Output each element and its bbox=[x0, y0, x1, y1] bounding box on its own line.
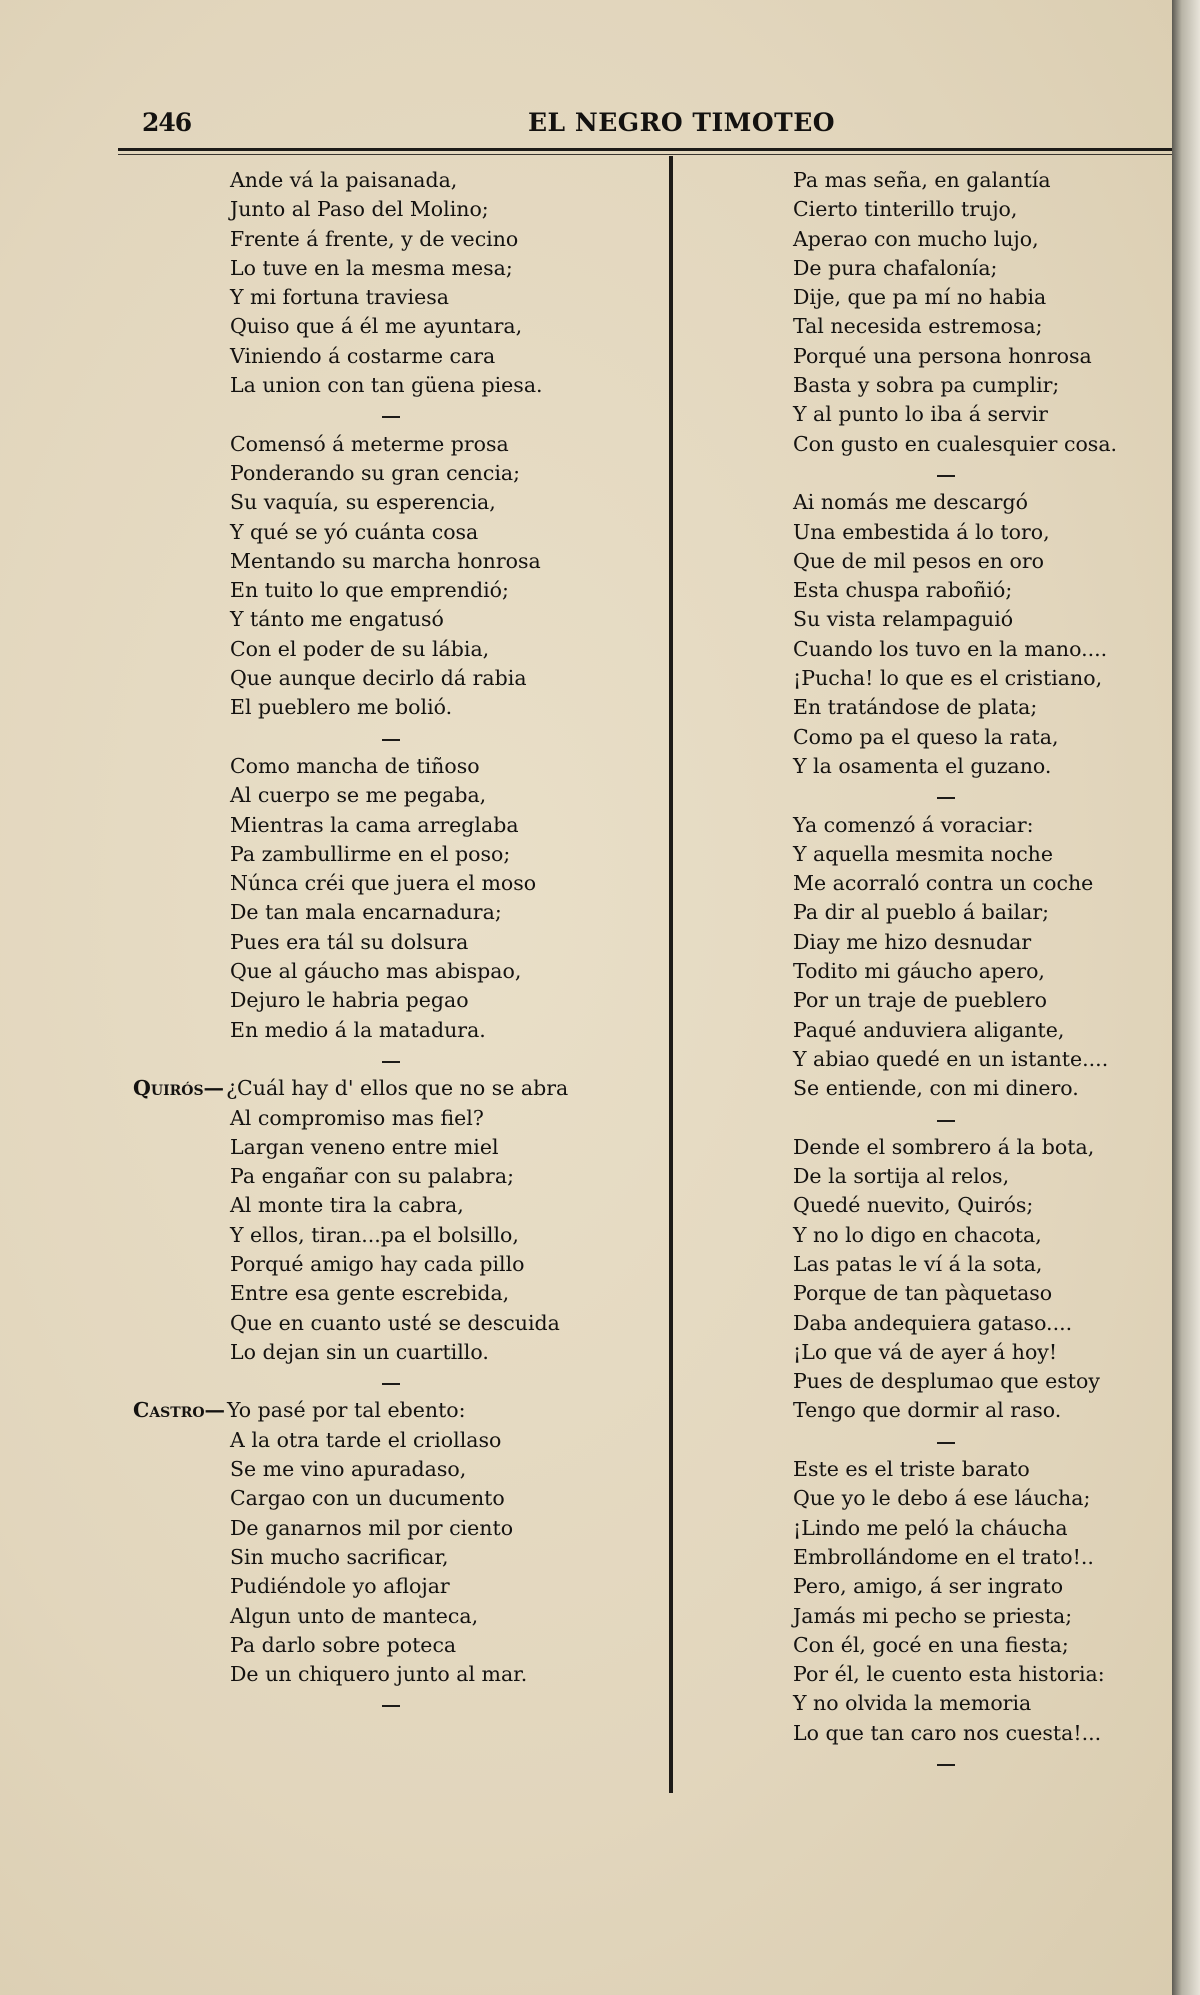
verse-line: Me acorraló contra un coche bbox=[793, 871, 1094, 896]
verse-line: Pudiéndole yo aflojar bbox=[230, 1574, 450, 1599]
verse-line: Largan veneno entre miel bbox=[230, 1134, 499, 1159]
stanza bbox=[793, 166, 1163, 488]
verse-line: Que yo le debo á ese láucha; bbox=[793, 1486, 1091, 1511]
stanza bbox=[230, 166, 660, 430]
verse-line: Y tánto me engatusó bbox=[230, 607, 444, 632]
verse-line: Dende el sombrero á la bota, bbox=[793, 1134, 1095, 1159]
verse-line: Y mi fortuna traviesa bbox=[230, 285, 449, 310]
verse-line: Y no olvida la memoria bbox=[793, 1691, 1032, 1716]
verse-line: Lo tuve en la mesma mesa; bbox=[230, 255, 513, 280]
stanza bbox=[230, 752, 660, 1074]
verse-line: Daba andequiera gataso.... bbox=[793, 1310, 1073, 1335]
verse-line: Aperao con mucho lujo, bbox=[793, 226, 1039, 251]
verse-text: Yo pasé por tal ebento: bbox=[227, 1398, 466, 1423]
verse-line: Ande vá la paisanada, bbox=[230, 168, 458, 192]
verse-line: Una embestida á lo toro, bbox=[793, 519, 1050, 544]
verse-line bbox=[133, 1074, 660, 1103]
stanza bbox=[133, 1396, 660, 1718]
stanza-separator bbox=[230, 400, 660, 429]
stanza-separator bbox=[793, 1748, 1163, 1777]
stanza bbox=[793, 1133, 1163, 1455]
verse-line: Pa zambullirme en el poso; bbox=[230, 841, 511, 866]
verse-line: Las patas le ví á la sota, bbox=[793, 1251, 1043, 1276]
verse-line: Que al gáucho mas abispao, bbox=[230, 959, 522, 984]
verse-line: Basta y sobra pa cumplir; bbox=[793, 373, 1060, 398]
verse-line: Y qué se yó cuánta cosa bbox=[230, 519, 479, 544]
verse-line: Junto al Paso del Molino; bbox=[230, 197, 489, 222]
verse-line: Pa engañar con su palabra; bbox=[230, 1164, 514, 1189]
verse-line: Algun unto de manteca, bbox=[230, 1603, 479, 1628]
verse-line: Y no lo digo en chacota, bbox=[793, 1222, 1042, 1247]
verse-line: Viniendo á costarme cara bbox=[230, 343, 496, 368]
verse-line: En medio á la matadura. bbox=[230, 1017, 486, 1042]
speaker-name: Quirós— bbox=[133, 1076, 225, 1101]
left-column bbox=[133, 166, 660, 1719]
verse-line: Con gusto en cualesquier cosa. bbox=[793, 431, 1118, 456]
verse-line: Al compromiso mas fiel? bbox=[230, 1105, 484, 1130]
verse-line: Que aunque decirlo dá rabia bbox=[230, 666, 527, 691]
verse-line: Ponderando su gran cencia; bbox=[230, 460, 521, 485]
stanza-separator bbox=[793, 781, 1163, 810]
verse-line: Todito mi gáucho apero, bbox=[793, 959, 1045, 984]
verse-line: Mentando su marcha honrosa bbox=[230, 548, 541, 573]
verse-line: Paqué anduviera aligante, bbox=[793, 1017, 1065, 1042]
verse-line: Cargao con un ducumento bbox=[230, 1486, 505, 1511]
verse-line: Por un traje de pueblero bbox=[793, 988, 1047, 1013]
verse-line: Dejuro le habria pegao bbox=[230, 988, 469, 1013]
verse-line: Y ellos, tiran...pa el bolsillo, bbox=[230, 1222, 519, 1247]
verse-line: ¡Lindo me peló la cháucha bbox=[793, 1515, 1068, 1540]
verse-line: Como mancha de tiñoso bbox=[230, 753, 480, 778]
verse-line: De un chiquero junto al mar. bbox=[230, 1662, 528, 1687]
verse-line: Pues de desplumao que estoy bbox=[793, 1369, 1100, 1394]
verse-line bbox=[133, 1396, 660, 1425]
verse-line: Sin mucho sacrificar, bbox=[230, 1544, 449, 1569]
verse-line: Núnca créi que juera el moso bbox=[230, 871, 537, 896]
page-header bbox=[142, 104, 1172, 144]
page-number: 246 bbox=[142, 108, 192, 137]
verse-line: La union con tan güena piesa. bbox=[230, 373, 543, 398]
header-rule bbox=[118, 148, 1172, 151]
verse-line: Pa darlo sobre poteca bbox=[230, 1632, 457, 1657]
verse-line: Mientras la cama arreglaba bbox=[230, 812, 519, 837]
verse-line: De tan mala encarnadura; bbox=[230, 900, 502, 925]
verse-line: Se me vino apuradaso, bbox=[230, 1457, 467, 1482]
verse-line: Quiso que á él me ayuntara, bbox=[230, 314, 523, 339]
verse-line: Que de mil pesos en oro bbox=[793, 548, 1044, 573]
verse-line: De ganarnos mil por ciento bbox=[230, 1515, 514, 1540]
verse-line: Ya comenzó á voraciar: bbox=[793, 812, 1034, 837]
verse-line: Porque de tan pàquetaso bbox=[793, 1281, 1053, 1306]
verse-line: Se entiende, con mi dinero. bbox=[793, 1076, 1079, 1101]
stanza bbox=[793, 1455, 1163, 1777]
right-column bbox=[793, 166, 1163, 1777]
verse-line: Lo dejan sin un cuartillo. bbox=[230, 1339, 489, 1364]
stanza-separator bbox=[230, 723, 660, 752]
verse-line: Comensó á meterme prosa bbox=[230, 431, 509, 456]
page-edge bbox=[1172, 0, 1200, 1995]
verse-line: Con él, gocé en una fiesta; bbox=[793, 1632, 1069, 1657]
verse-line: Y aquella mesmita noche bbox=[793, 841, 1054, 866]
verse-line: Como pa el queso la rata, bbox=[793, 724, 1059, 749]
verse-line: A la otra tarde el criollaso bbox=[230, 1427, 502, 1452]
verse-line: Su vaquía, su esperencia, bbox=[230, 490, 496, 515]
stanza-separator bbox=[230, 1689, 660, 1718]
column-divider bbox=[669, 156, 673, 1793]
verse-line: Esta chuspa raboñió; bbox=[793, 578, 1013, 603]
verse-line: El pueblero me bolió. bbox=[230, 695, 453, 720]
stanza bbox=[793, 811, 1163, 1133]
verse-line: Pa mas seña, en galantía bbox=[793, 168, 1051, 192]
speaker-name: Castro— bbox=[133, 1398, 226, 1423]
verse-line: Y la osamenta el guzano. bbox=[793, 753, 1052, 778]
verse-text: ¿Cuál hay d' ellos que no se abra bbox=[226, 1076, 569, 1101]
header-rule-thin bbox=[118, 154, 1172, 155]
verse-line: Dije, que pa mí no habia bbox=[793, 285, 1047, 310]
verse-line: Tal necesida estremosa; bbox=[793, 314, 1043, 339]
verse-line: Su vista relampaguió bbox=[793, 607, 1014, 632]
verse-line: Diay me hizo desnudar bbox=[793, 929, 1032, 954]
stanza bbox=[133, 1074, 660, 1396]
verse-line: Porqué una persona honrosa bbox=[793, 343, 1092, 368]
verse-line: Con el poder de su lábia, bbox=[230, 636, 490, 661]
verse-line: Quedé nuevito, Quirós; bbox=[793, 1193, 1034, 1218]
verse-line: Cierto tinterillo trujo, bbox=[793, 197, 1018, 222]
verse-line: Por él, le cuento esta historia: bbox=[793, 1662, 1105, 1687]
stanza-separator bbox=[793, 1104, 1163, 1133]
verse-line: Jamás mi pecho se priesta; bbox=[793, 1603, 1073, 1628]
verse-line: Ai nomás me descargó bbox=[793, 490, 1028, 515]
stanza bbox=[793, 488, 1163, 810]
verse-line: Y abiao quedé en un istante.... bbox=[793, 1046, 1109, 1071]
verse-line: Y al punto lo iba á servir bbox=[793, 402, 1048, 427]
verse-line: Que en cuanto usté se descuida bbox=[230, 1310, 560, 1335]
stanza-separator bbox=[230, 1367, 660, 1396]
running-title: EL NEGRO TIMOTEO bbox=[528, 108, 836, 137]
verse-line: Entre esa gente escrebida, bbox=[230, 1281, 510, 1306]
verse-line: Este es el triste barato bbox=[793, 1457, 1030, 1482]
verse-line: En tratándose de plata; bbox=[793, 695, 1038, 720]
verse-line: Porqué amigo hay cada pillo bbox=[230, 1251, 525, 1276]
verse-line: Pues era tál su dolsura bbox=[230, 929, 469, 954]
verse-line: De pura chafalonía; bbox=[793, 255, 998, 280]
verse-line: Al cuerpo se me pegaba, bbox=[230, 783, 487, 808]
verse-line: ¡Pucha! lo que es el cristiano, bbox=[793, 666, 1103, 691]
verse-line: Pero, amigo, á ser ingrato bbox=[793, 1574, 1064, 1599]
verse-line: Tengo que dormir al raso. bbox=[793, 1398, 1062, 1423]
stanza-separator bbox=[793, 1426, 1163, 1455]
stanza bbox=[230, 430, 660, 752]
verse-line: Cuando los tuvo en la mano.... bbox=[793, 636, 1108, 661]
stanza-separator bbox=[230, 1045, 660, 1074]
verse-line: Frente á frente, y de vecino bbox=[230, 226, 519, 251]
verse-line: Pa dir al pueblo á bailar; bbox=[793, 900, 1050, 925]
verse-line: De la sortija al relos, bbox=[793, 1164, 1010, 1189]
verse-line: Lo que tan caro nos cuesta!... bbox=[793, 1720, 1102, 1745]
verse-line: En tuito lo que emprendió; bbox=[230, 578, 509, 603]
verse-line: ¡Lo que vá de ayer á hoy! bbox=[793, 1339, 1058, 1364]
verse-line: Al monte tira la cabra, bbox=[230, 1193, 464, 1218]
stanza-separator bbox=[793, 459, 1163, 488]
verse-line: Embrollándome en el trato!.. bbox=[793, 1544, 1094, 1569]
